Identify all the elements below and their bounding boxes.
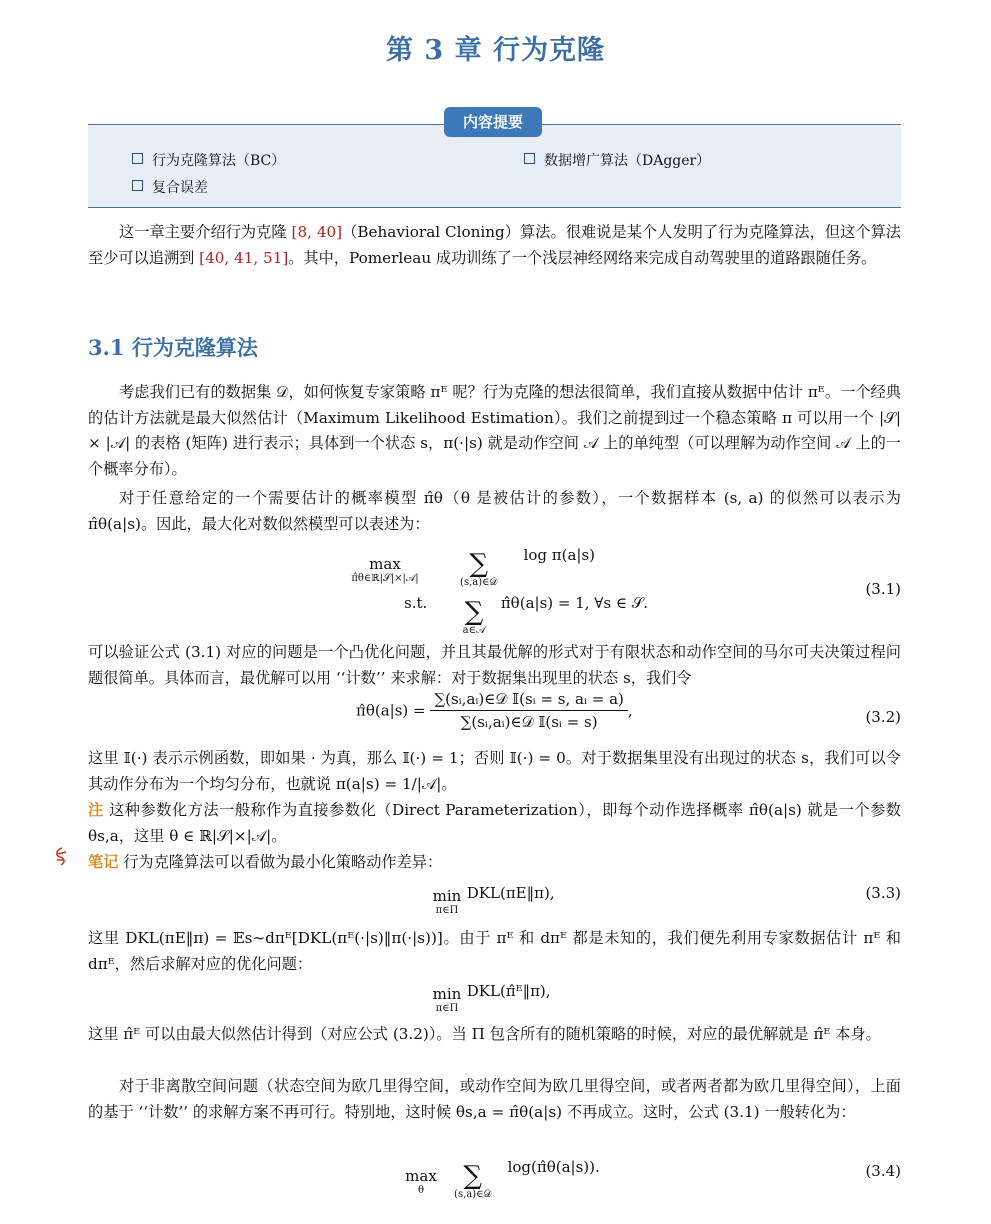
paragraph: 可以验证公式 (3.1) 对应的问题是一个凸优化问题，并且其最优解的形式对于有限状态和动作空间的马尔可夫决策过程问题很简单。具体而言，最优解可以用 ‘‘计数’’ 来求解：对于数据集出现里的状态 s，我们令	[88, 643, 901, 687]
equation-3-2: π̂θ(a|s) = $\frac{\text{∑(sᵢ,aᵢ)∈𝒟 𝕀(sᵢ = s, aᵢ = a)}}{\text{∑(sᵢ,aᵢ)∈𝒟 𝕀(sᵢ = s)}}$ ,	[356, 690, 633, 731]
equation-3-1-row1: max π̂θ∈ℝ|𝒮|×|𝒜| ∑ (s,a)∈𝒟 log π(a|s)	[351, 546, 596, 588]
note-icon	[52, 846, 72, 866]
checkbox-icon	[132, 180, 143, 191]
equation-number: (3.2)	[865, 708, 901, 726]
summary-item: 行为克隆算法（BC）	[132, 150, 285, 170]
paragraph: 这里 𝕀(·) 表示示例函数，即如果 · 为真，那么 𝕀(·) = 1；否则 𝕀(·) = 0。对于数据集里没有出现过的状态 s，我们可以令其动作分布为一个均匀分布，也就说 π(a|s) = 1/|𝒜|。	[88, 749, 901, 793]
equation-3-1-row2: s.t. ∑ a∈𝒜 π̂θ(a|s) = 1, ∀s ∈ 𝒮.	[404, 594, 649, 636]
paragraph: 对于任意给定的一个需要估计的概率模型 π̂θ（θ 是被估计的参数），一个数据样本 (s, a) 的似然可以表示为 π̂θ(a|s)。因此，最大化对数似然模型可以表述为：	[88, 489, 901, 533]
summary-item: 数据增广算法（DAgger）	[524, 150, 710, 170]
paragraph: 这里 π̂ᴱ 可以由最大似然估计得到（对应公式 (3.2)）。当 Π 包含所有的随机策略的时候，对应的最优解就是 π̂ᴱ 本身。	[88, 1025, 881, 1043]
intro-paragraph: 这一章主要介绍行为克隆 [8, 40]（Behavioral Cloning）算法。很难说是某个人发明了行为克隆算法，但这个算法至少可以追溯到 [40, 41, 51]。其中，Pomerleau 成功训练了一个浅层神经网络来完成自动驾驶里的道路跟随任务。	[88, 223, 901, 267]
summary-item: 复合误差	[132, 177, 208, 197]
note-paragraph: 注 这种参数化方法一般称作为直接参数化（Direct Parameterization），即每个动作选择概率 π̂θ(a|s) 就是一个参数 θs,a，这里 θ ∈ ℝ|𝒮|×|𝒜|。	[88, 801, 901, 845]
citation-link[interactable]: [8, 40]	[291, 223, 343, 241]
equation-unnumbered: min π∈Π DKL(π̂ᴱ‖π),	[432, 982, 551, 1014]
equation-number: (3.3)	[865, 884, 901, 902]
paragraph: 对于非离散空间问题（状态空间为欧几里得空间，或动作空间为欧几里得空间，或者两者都为欧几里得空间），上面的基于 ‘‘计数’’ 的求解方案不再可行。特别地，这时候 θs,a = π̂θ(a|s) 不再成立。这时，公式 (3.1) 一般转化为：	[88, 1077, 901, 1121]
note-paragraph: 笔记 行为克隆算法可以看做为最小化策略动作差异：	[88, 853, 443, 871]
equation-number: (3.1)	[865, 580, 901, 598]
citation-link[interactable]: [40, 41, 51]	[199, 248, 289, 267]
chapter-title: 第 3 章 行为克隆	[386, 35, 605, 66]
equation-number: (3.4)	[865, 1162, 901, 1180]
paragraph: 考虑我们已有的数据集 𝒟，如何恢复专家策略 πᴱ 呢？行为克隆的想法很简单，我们直接从数据中估计 πᴱ。一个经典的估计方法就是最大似然估计（Maximum Likelihood Estimation）。我们之前提到过一个稳态策略 π 可以用一个 |𝒮| × |𝒜| 的表格 (矩阵) 进行表示；具体到一个状态 s，π(·|s) 就是动作空间 𝒜 上的单纯型（可以理解为动作空间 𝒜 上的一个概率分布）。	[88, 383, 901, 478]
paragraph: 这里 DKL(πE‖π) = 𝔼s∼dπᴱ[DKL(πᴱ(·|s)‖π(·|s))]。由于 πᴱ 和 dπᴱ 都是未知的，我们便先利用专家数据估计 πᴱ 和 dπᴱ，然后求解对应的优化问题：	[88, 929, 901, 973]
equation-3-4: max θ ∑ (s,a)∈𝒟 log(π̂θ(a|s)).	[405, 1158, 600, 1200]
section-title: 3.1 行为克隆算法	[88, 335, 258, 360]
summary-tag: 内容提要	[444, 107, 542, 137]
checkbox-icon	[524, 153, 535, 164]
checkbox-icon	[132, 153, 143, 164]
equation-3-3: min π∈Π DKL(πE‖π),	[432, 884, 555, 916]
